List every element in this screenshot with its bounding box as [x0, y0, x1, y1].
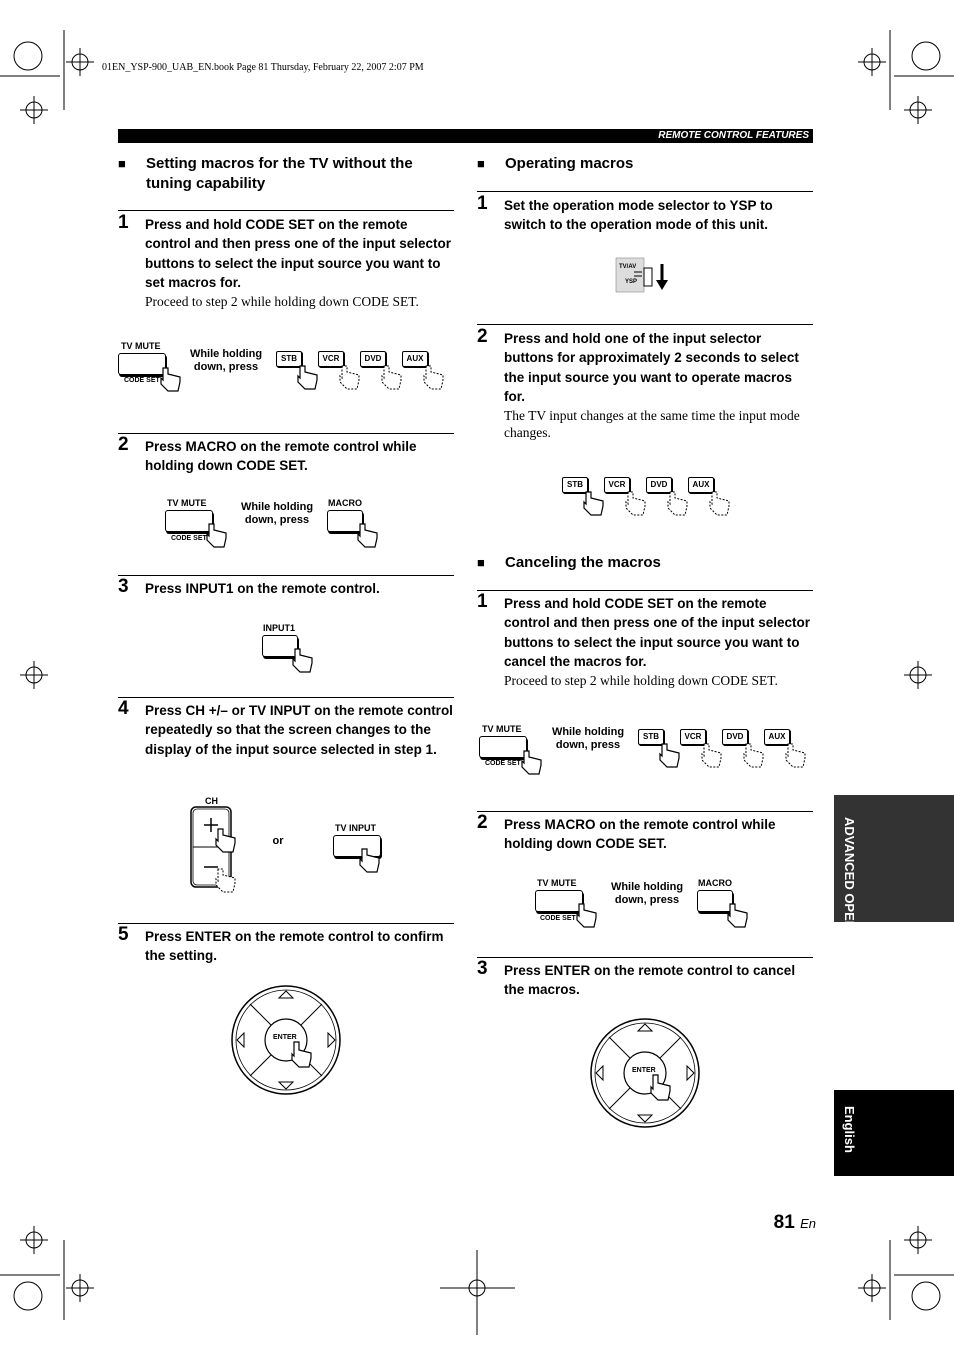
step-text: Press ENTER on the remote control to confirm the setting.	[145, 929, 444, 964]
step-note: Proceed to step 2 while holding down CODE SET.	[504, 673, 778, 688]
stb-key: STB	[638, 729, 664, 745]
rule	[118, 210, 454, 211]
dvd-key: DVD	[646, 477, 672, 493]
step-text: Press MACRO on the remote control while holding down CODE SET.	[504, 817, 776, 852]
dvd-key: DVD	[360, 351, 386, 367]
code-set-label: CODE SET	[485, 760, 521, 767]
advanced-operation-tab: ADVANCED OPERATION	[834, 795, 954, 922]
hand-icon	[583, 490, 605, 516]
hand-icon	[297, 364, 319, 390]
dvd-key: DVD	[722, 729, 748, 745]
while-holding-label: While holding down, press	[240, 501, 314, 526]
rule	[118, 697, 454, 698]
tv-input-label: TV INPUT	[335, 823, 377, 833]
code-set-label: CODE SET	[540, 915, 576, 922]
english-tab: English	[834, 1090, 954, 1176]
tv-mute-label: TV MUTE	[482, 724, 522, 734]
hand-icon	[785, 742, 807, 768]
operating-macros-title: ■ Operating macros	[477, 155, 634, 172]
step-text: Press ENTER on the remote control to cancel the macros.	[504, 963, 796, 998]
file-meta: 01EN_YSP-900_UAB_EN.book Page 81 Thursday, February 22, 2007 2:07 PM	[102, 62, 424, 73]
tv-mute-label: TV MUTE	[167, 498, 207, 508]
step-number: 5	[118, 924, 129, 945]
ysp-label: YSP	[625, 279, 638, 285]
or-label: or	[272, 835, 284, 847]
step-text: Press and hold CODE SET on the remote control and then press one of the input selector buttons to select the input source you want to set macros for.	[145, 217, 452, 290]
vcr-key: VCR	[318, 351, 344, 367]
hand-icon	[667, 490, 689, 516]
canceling-macros-title: ■ Canceling the macros	[477, 554, 661, 571]
hand-icon	[292, 647, 314, 673]
hand-icon	[701, 742, 723, 768]
left-section-title: ■ Setting macros for the TV without the tuning capability	[118, 155, 413, 192]
header-bar	[118, 129, 813, 143]
tvav-label: TV/AV	[619, 264, 637, 270]
enter-label: ENTER	[632, 1067, 656, 1074]
hand-icon	[357, 522, 379, 548]
step-number: 3	[477, 958, 488, 979]
step-number: 4	[118, 698, 129, 719]
step-number: 1	[477, 591, 488, 612]
hand-icon	[659, 742, 681, 768]
step-text: Press MACRO on the remote control while holding down CODE SET.	[145, 439, 417, 474]
code-set-label: CODE SET	[124, 377, 160, 384]
hand-icon	[743, 742, 765, 768]
step-number: 2	[118, 434, 129, 455]
rule	[118, 923, 454, 924]
stb-key: STB	[562, 477, 588, 493]
ch-label: CH	[205, 796, 218, 806]
code-set-button	[479, 736, 527, 758]
while-holding-label: While holding down, press	[551, 726, 625, 751]
hand-icon	[359, 847, 381, 873]
hand-icon	[521, 749, 543, 775]
vcr-key: VCR	[604, 477, 630, 493]
tv-mute-label: TV MUTE	[121, 341, 161, 351]
rule	[477, 590, 813, 591]
rule	[477, 324, 813, 325]
aux-key: AUX	[402, 351, 428, 367]
aux-key: AUX	[688, 477, 714, 493]
step-text: Set the operation mode selector to YSP to switch to the operation mode of this unit.	[504, 198, 773, 233]
hand-icon	[727, 902, 749, 928]
rule	[118, 575, 454, 576]
hand-icon	[423, 364, 445, 390]
rule	[118, 433, 454, 434]
step-text: Press INPUT1 on the remote control.	[145, 581, 380, 596]
step-number: 2	[477, 812, 488, 833]
code-set-button	[118, 353, 166, 375]
step-note: Proceed to step 2 while holding down CODE SET.	[145, 294, 419, 309]
hand-icon	[381, 364, 403, 390]
input1-label: INPUT1	[263, 623, 296, 633]
header-title: REMOTE CONTROL FEATURES	[658, 130, 809, 141]
step-text: Press and hold CODE SET on the remote control and then press one of the input selector buttons to select the input source you want to cancel the macros for.	[504, 596, 811, 669]
tv-mute-label: TV MUTE	[537, 878, 577, 888]
step-number: 2	[477, 326, 488, 347]
stb-key: STB	[276, 351, 302, 367]
page-number: 81 En	[773, 1212, 816, 1233]
vcr-key: VCR	[680, 729, 706, 745]
code-set-label: CODE SET	[171, 535, 207, 542]
rule	[477, 191, 813, 192]
while-holding-label: While holding down, press	[610, 881, 684, 906]
hand-icon	[339, 364, 361, 390]
macro-label: MACRO	[698, 878, 732, 888]
hand-icon	[625, 490, 647, 516]
rule	[477, 957, 813, 958]
step-number: 1	[477, 193, 488, 214]
step-number: 3	[118, 576, 129, 597]
while-holding-label: While holding down, press	[189, 348, 263, 373]
mode-selector-switch	[614, 256, 674, 296]
ch-rocker-button	[188, 805, 246, 897]
hand-icon	[160, 366, 182, 392]
step-text: Press and hold one of the input selector buttons for approximately 2 seconds to select the input source you want to operate macros for.	[504, 331, 799, 404]
enter-label: ENTER	[273, 1034, 297, 1041]
rule	[477, 811, 813, 812]
hand-icon	[576, 902, 598, 928]
step-text: Press CH +/– or TV INPUT on the remote control repeatedly so that the screen changes to the display of the input source selected in step 1.	[145, 703, 453, 757]
hand-icon	[709, 490, 731, 516]
hand-icon	[206, 522, 228, 548]
step-number: 1	[118, 212, 129, 233]
macro-label: MACRO	[328, 498, 362, 508]
step-note: The TV input changes at the same time the input mode changes.	[504, 408, 800, 440]
aux-key: AUX	[764, 729, 790, 745]
